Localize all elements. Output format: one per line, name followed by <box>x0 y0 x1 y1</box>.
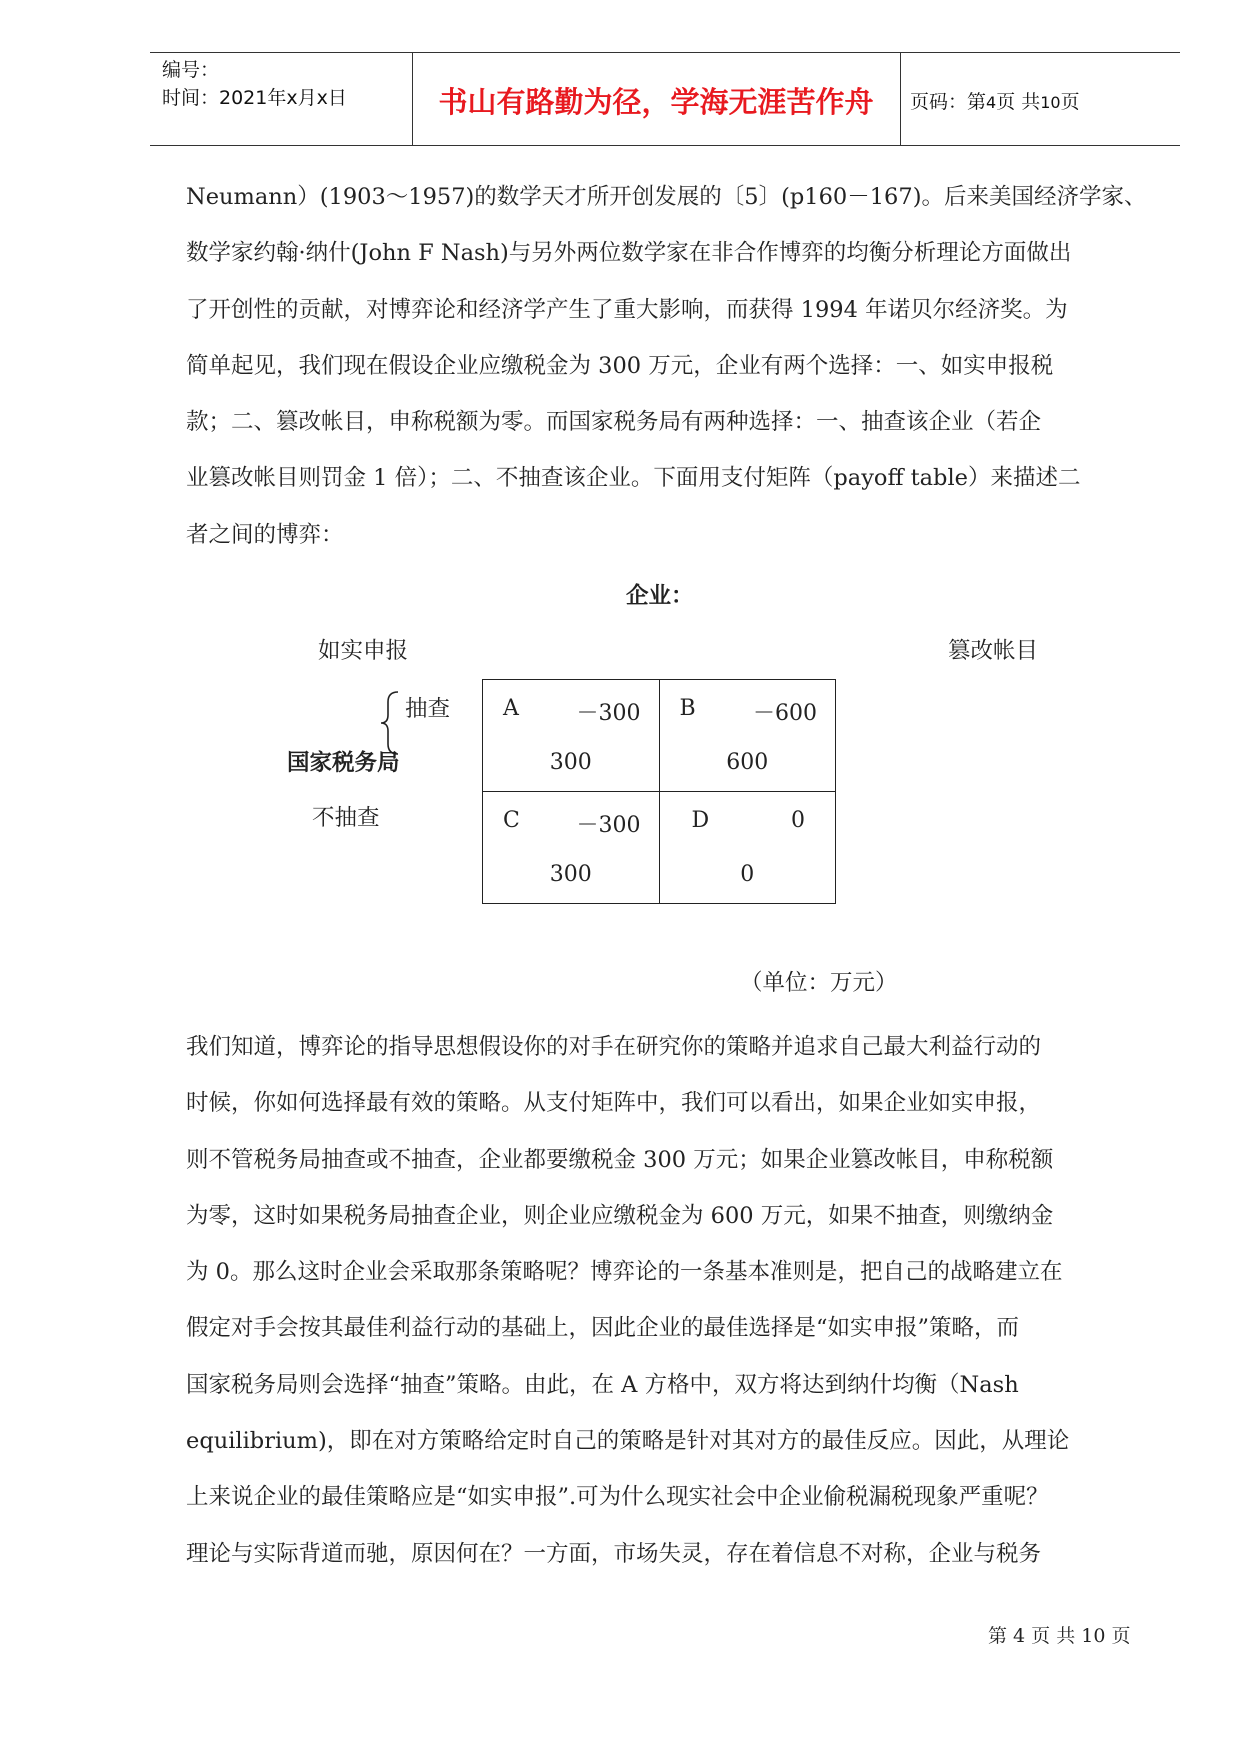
state-strategy-audit: 抽查 <box>405 696 451 722</box>
matrix-cell-b <box>659 680 836 792</box>
payoff-matrix <box>482 679 836 904</box>
page-label-mid: 页 共 <box>996 91 1041 113</box>
firm-payoff: －600 <box>753 701 817 726</box>
header-top-rule <box>150 52 1180 53</box>
text-line: 了开创性的贡献，对博弈论和经济学产生了重大影响，而获得 1994 年诺贝尔经济奖。为 <box>186 296 1068 323</box>
page-label-suffix: 页 <box>1060 91 1080 113</box>
header-divider-right <box>900 52 901 146</box>
text-line: 我们知道，博弈论的指导思想假设你的对手在研究你的策略并追求自己最大利益行动的 <box>186 1034 1042 1060</box>
cell-id: A <box>503 696 519 721</box>
state-strategy-no-audit: 不抽查 <box>312 805 380 831</box>
matrix-cell-a <box>483 680 660 792</box>
text-line: 理论与实际背道而驰，原因何在？一方面，市场失灵，存在着信息不对称，企业与税务 <box>186 1540 1042 1567</box>
text-line: 业篡改帐目则罚金 1 倍）；二、不抽查该企业。下面用支付矩阵（payoff table）来描述二 <box>186 465 1081 492</box>
header-motto: 书山有路勤为径，学海无涯苦作舟 <box>438 85 874 119</box>
state-payoff: 300 <box>549 862 592 887</box>
page-total: 10 <box>1040 93 1061 112</box>
unit-note: （单位：万元） <box>740 970 898 996</box>
text-line: 为 0。那么这时企业会采取那条策略呢？博弈论的一条基本准则是，把自己的战略建立在 <box>186 1259 1063 1286</box>
cell-id: C <box>503 808 520 833</box>
text-line: 简单起见，我们现在假设企业应缴税金为 300 万元，企业有两个选择：一、如实申报税 <box>186 352 1054 379</box>
text-line: Neumann）(1903～1957)的数学天才所开创发展的〔5〕(p160－167)。后来美国经济学家、 <box>186 184 1147 210</box>
state-payoff: 0 <box>740 862 755 887</box>
state-payoff: 600 <box>726 750 769 775</box>
matrix-cell-d <box>659 792 836 904</box>
firm-payoff: 0 <box>791 808 805 833</box>
state-label: 国家税务局 <box>287 750 400 776</box>
text-line: 为零，这时如果税务局抽查企业，则企业应缴税金为 600 万元，如果不抽查，则缴纳金 <box>186 1202 1054 1229</box>
cell-id: B <box>679 696 696 721</box>
number-label: 编号： <box>162 59 220 81</box>
page-footer: 第 4 页 共 10 页 <box>988 1625 1131 1647</box>
paragraph-intro <box>186 169 1146 563</box>
paragraph-analysis <box>186 1019 1146 1582</box>
page-label-prefix: 页码：第 <box>910 91 987 113</box>
header-bottom-rule <box>150 145 1180 146</box>
text-line: 假定对手会按其最佳利益行动的基础上，因此企业的最佳选择是“如实申报”策略，而 <box>186 1315 1020 1342</box>
firm-label: 企业： <box>626 583 694 609</box>
firm-strategy-falsify: 篡改帐目 <box>948 638 1039 664</box>
text-line: 款；二、篡改帐目，申称税额为零。而国家税务局有两种选择：一、抽查该企业（若企 <box>186 409 1042 436</box>
text-line: 数学家约翰·纳什(John F Nash)与另外两位数学家在非合作博弈的均衡分析理论方面做出 <box>186 240 1072 267</box>
text-line: 则不管税务局抽查或不抽查，企业都要缴税金 300 万元；如果企业篡改帐目，申称税额 <box>186 1146 1054 1173</box>
page-header <box>150 52 1180 146</box>
state-payoff: 300 <box>549 750 592 775</box>
header-meta <box>162 56 347 112</box>
firm-strategy-truthful: 如实申报 <box>318 638 409 664</box>
text-line: 上来说企业的最佳策略应是“如实申报”.可为什么现实社会中企业偷税漏税现象严重呢？ <box>186 1484 1049 1511</box>
text-line: 者之间的博弈： <box>186 521 344 548</box>
header-page-info <box>910 87 1080 114</box>
text-line: equilibrium)，即在对方策略给定时自己的策略是针对其对方的最佳反应。因此，从理论 <box>186 1428 1070 1455</box>
matrix-cell-c <box>483 792 660 904</box>
text-line: 时候，你如何选择最有效的策略。从支付矩阵中，我们可以看出，如果企业如实申报， <box>186 1090 1042 1117</box>
firm-payoff: －300 <box>576 701 641 726</box>
page-current: 4 <box>986 93 997 112</box>
time-label: 时间：2021年x月x日 <box>162 87 347 109</box>
cell-id: D <box>691 808 710 833</box>
firm-payoff: －300 <box>576 813 641 838</box>
text-line: 国家税务局则会选择“抽查”策略。由此，在 A 方格中，双方将达到纳什均衡（Nash <box>186 1371 1019 1398</box>
